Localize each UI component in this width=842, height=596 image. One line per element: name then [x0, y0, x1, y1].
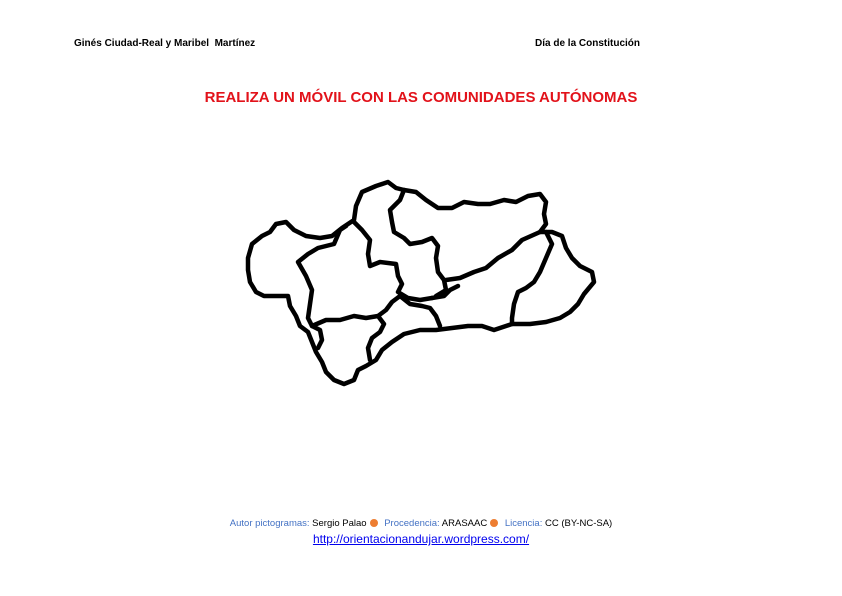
- credit-license-value: CC (BY-NC-SA): [544, 518, 613, 529]
- bullet-icon: [370, 519, 378, 527]
- header-topic: Día de la Constitución: [535, 38, 641, 49]
- credit-license-label: Licencia:: [504, 518, 543, 529]
- province-border-huelva-sevilla: [298, 226, 400, 326]
- bullet-icon: [490, 519, 498, 527]
- map-outline: [248, 182, 594, 384]
- header-authors: Ginés Ciudad-Real y Maribel Martínez: [74, 38, 256, 49]
- credit-source-value: ARASAAC: [441, 518, 488, 529]
- credits-line: [0, 518, 842, 529]
- province-border-jaen-granada: [446, 232, 540, 280]
- credit-source-label: Procedencia:: [384, 518, 440, 529]
- credit-author-value: Sergio Palao: [312, 518, 367, 529]
- credit-author-label: Autor pictogramas:: [229, 518, 310, 529]
- page-title: REALIZA UN MÓVIL CON LAS COMUNIDADES AUTÓNOMAS: [204, 89, 638, 106]
- blog-link[interactable]: http://orientacionandujar.wordpress.com/: [312, 532, 530, 546]
- andalusia-map-icon: [240, 175, 604, 389]
